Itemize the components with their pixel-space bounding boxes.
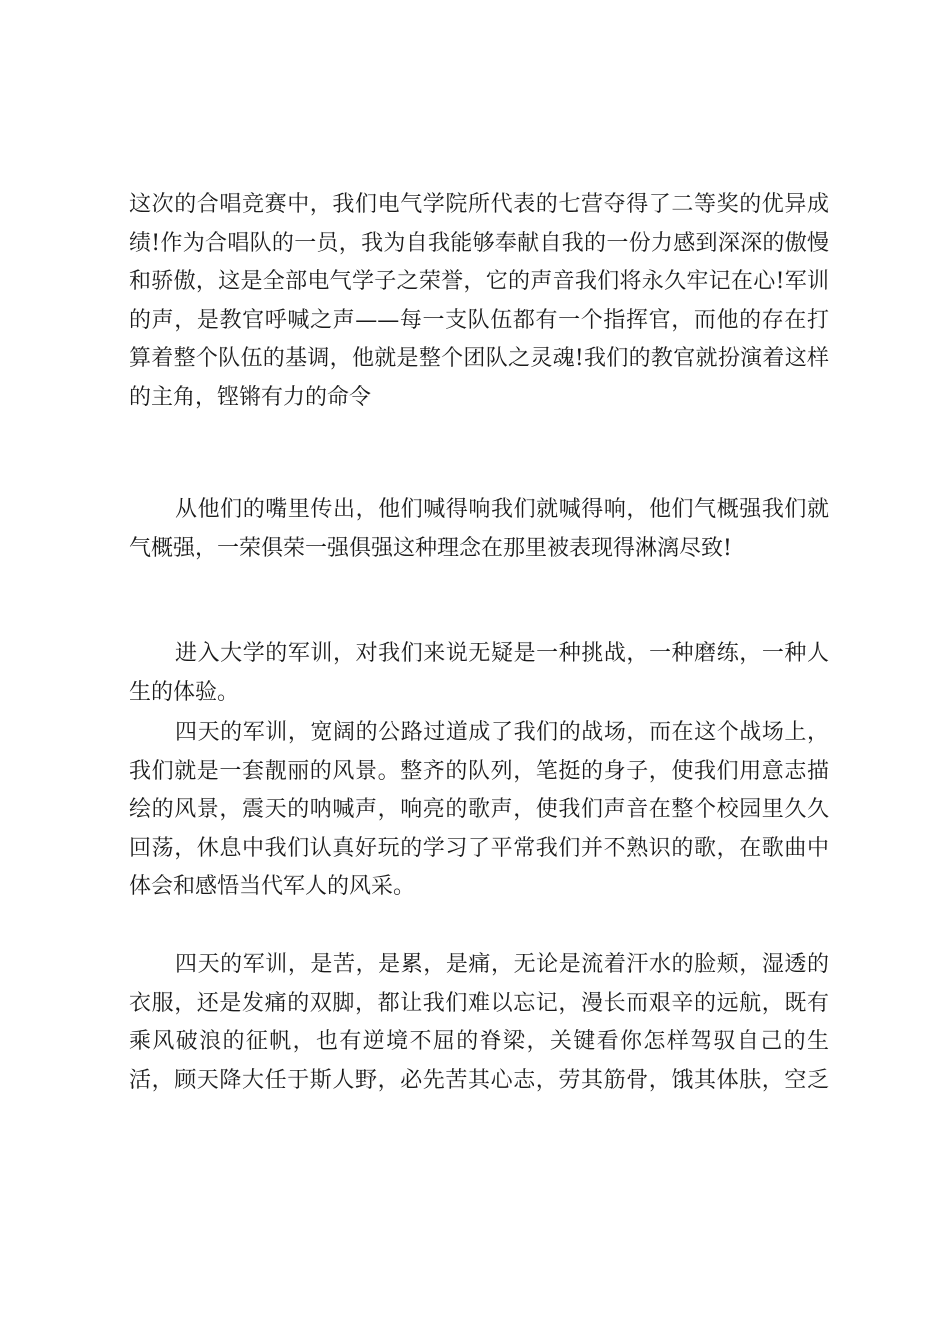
paragraph-shouting	[129, 491, 829, 568]
text-line: 衣服，还是发痛的双脚，都让我们难以忘记，漫长而艰辛的远航，既有	[129, 990, 829, 1016]
paragraph-challenge	[129, 635, 829, 712]
text-line: 绩!作为合唱队的一员，我为自我能够奉献自我的一份力感到深深的傲慢	[129, 230, 829, 256]
text-line: 四天的军训，宽阔的公路过道成了我们的战场，而在这个战场上，	[175, 720, 829, 745]
text-line: 绘的风景，震天的呐喊声，响亮的歌声，使我们声音在整个校园里久久	[129, 797, 829, 823]
paragraph-four-days-hardship	[129, 946, 829, 1100]
text-line: 进入大学的军训，对我们来说无疑是一种挑战，一种磨练，一种人	[175, 641, 829, 666]
text-line: 算着整个队伍的基调，他就是整个团队之灵魂!我们的教官就扮演着这样	[129, 346, 829, 372]
text-line: 乘风破浪的征帆，也有逆境不屈的脊梁，关键看你怎样驾驭自己的生	[129, 1029, 829, 1055]
paragraph-choir-contest	[129, 186, 829, 418]
text-line: 从他们的嘴里传出，他们喊得响我们就喊得响，他们气概强我们就	[175, 497, 829, 522]
text-line: 回荡，休息中我们认真好玩的学习了平常我们并不熟识的歌，在歌曲中	[129, 835, 829, 861]
text-line: 四天的军训，是苦，是累，是痛，无论是流着汗水的脸颊，湿透的	[175, 952, 829, 977]
text-line: 和骄傲，这是全部电气学子之荣誉，它的声音我们将永久牢记在心!军训	[129, 269, 829, 295]
text-line: 气概强，一荣俱荣一强俱强这种理念在那里被表现得淋漓尽致!	[129, 535, 732, 561]
text-line: 我们就是一套靓丽的风景。整齐的队列，笔挺的身子，使我们用意志描	[129, 758, 829, 784]
text-line: 这次的合唱竞赛中，我们电气学院所代表的七营夺得了二等奖的优异成	[129, 192, 829, 217]
text-line: 的主角，铿锵有力的命令	[129, 384, 372, 410]
paragraph-four-days-scenery	[129, 714, 829, 907]
text-line: 活，顾天降大任于斯人野，必先苦其心志，劳其筋骨，饿其体肤，空乏	[129, 1067, 829, 1093]
text-line: 体会和感悟当代军人的风采。	[129, 874, 416, 900]
text-line: 的声，是教官呼喊之声——每一支队伍都有一个指挥官，而他的存在打	[129, 307, 829, 333]
text-line: 生的体验。	[129, 679, 240, 705]
